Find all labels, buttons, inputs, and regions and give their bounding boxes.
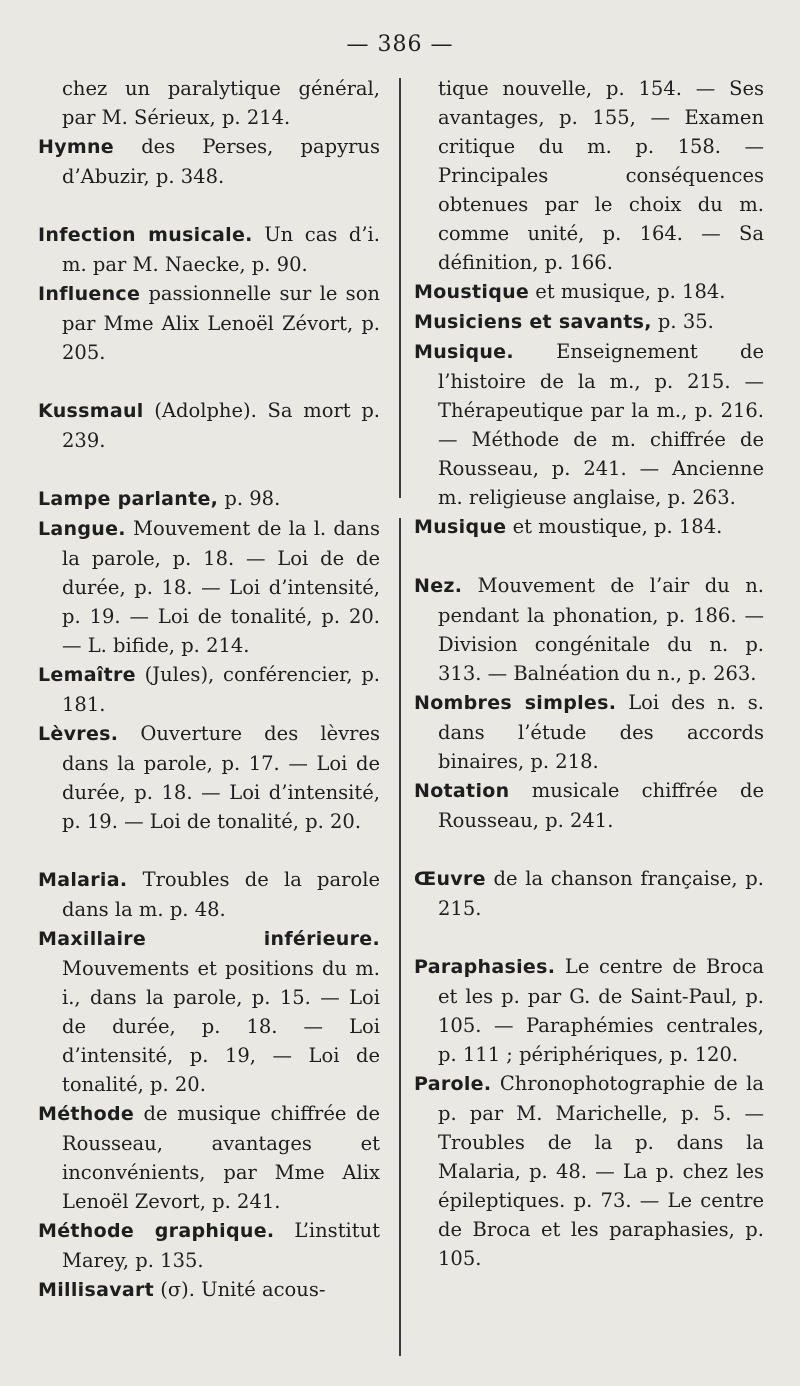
entry-heading: Lampe parlante, [38, 488, 219, 510]
index-entry [414, 952, 764, 1069]
column-rule [399, 78, 401, 1356]
column-rule-gap [399, 498, 401, 518]
entry-text: et musique, p. 184. [529, 280, 726, 303]
entry-heading: Musiciens et savants, [414, 311, 652, 333]
index-entry [414, 1069, 764, 1273]
index-entry [38, 74, 380, 132]
index-entry [414, 277, 764, 307]
entry-text: L’institut Marey, p. 135. [62, 1219, 380, 1272]
index-entry [38, 1275, 380, 1305]
entry-text: Troubles de la parole dans la m. p. 48. [62, 868, 380, 921]
index-entry [38, 1099, 380, 1216]
entry-heading: Nombres simples. [414, 692, 617, 714]
entry-text: des Perses, papyrus d’Abuzir, p. 348. [62, 135, 380, 188]
entry-text: (Adolphe). Sa mort p. 239. [62, 399, 380, 452]
entry-heading: Maxillaire inférieure. [38, 928, 380, 950]
entry-text: Mouvement de la l. dans la parole, p. 18. — Loi de de durée, p. 18. — Loi d’intensité, p. 19. — Loi de tonalité, p. 20. — L. bifide, p. 214. [62, 517, 380, 657]
entry-heading: Méthode [38, 1103, 135, 1125]
entry-heading: Infection musicale. [38, 224, 253, 246]
entry-text: Enseignement de l’histoire de la m., p. 215. — Thérapeutique par la m., p. 216. — Méthode de m. chiffrée de Rousseau, p. 241. — Ancienne m. religieuse anglaise, p. 263. [438, 340, 764, 509]
entry-text: Ouverture des lèvres dans la parole, p. 17. — Loi de durée, p. 18. — Loi d’intensité, p. 19. — Loi de tonalité, p. 20. [62, 722, 380, 833]
entry-heading: Hymne [38, 136, 114, 158]
entry-heading: Influence [38, 283, 141, 305]
page-number: — 386 — [346, 32, 454, 57]
entry-heading: Méthode graphique. [38, 1220, 275, 1242]
entry-text: p. 98. [218, 487, 281, 510]
entry-heading: Parole. [414, 1073, 492, 1095]
index-entry [38, 1216, 380, 1275]
entry-text: musicale chiffrée de Rousseau, p. 241. [438, 779, 764, 832]
entry-heading: Moustique [414, 281, 530, 303]
index-entry [38, 719, 380, 836]
index-entry [414, 307, 764, 337]
entry-heading: Kussmaul [38, 400, 144, 422]
entry-text: tique nouvelle, p. 154. — Ses avantages, p. 155, — Examen critique du m. p. 158. — Principales conséquences obtenues par le choix du m. comme unité, p. 164. — Sa définition, p. 166. [438, 77, 764, 274]
entry-text: (σ). Unité acous- [154, 1278, 326, 1301]
entry-heading: Œuvre [414, 868, 486, 890]
index-entry [38, 279, 380, 367]
entry-text: et moustique, p. 184. [506, 515, 723, 538]
entry-text: chez un paralytique général, par M. Sérieux, p. 214. [62, 77, 380, 129]
index-entry [414, 337, 764, 512]
entry-heading: Musique. [414, 341, 514, 363]
entry-heading: Notation [414, 780, 510, 802]
index-entry [38, 132, 380, 191]
entry-heading: Malaria. [38, 869, 128, 891]
entry-heading: Paraphasies. [414, 956, 556, 978]
index-entry [38, 924, 380, 1099]
entry-text: Chronophotographie de la p. par M. Marichelle, p. 5. — Troubles de la p. dans la Malaria, p. 48. — La p. chez les épileptiques. p. 73. — Le centre de Broca et les paraphasies, p. 105. [438, 1072, 764, 1270]
index-entry [414, 864, 764, 923]
entry-text: Mouvements et positions du m. i., dans la parole, p. 15. — Loi de durée, p. 18. — Loi d’intensité, p. 19, — Loi de tonalité, p. 20. [62, 957, 380, 1096]
entry-text: Le centre de Broca et les p. par G. de Saint-Paul, p. 105. — Paraphémies centrales, p. 111 ; périphériques, p. 120. [438, 955, 764, 1066]
index-entry [38, 220, 380, 279]
entry-text: (Jules), conférencier, p. 181. [62, 663, 380, 716]
index-entry [414, 776, 764, 835]
index-entry [38, 514, 380, 660]
index-entry [38, 865, 380, 924]
entry-heading: Langue. [38, 518, 126, 540]
entry-heading: Lèvres. [38, 723, 119, 745]
entry-heading: Millisavart [38, 1279, 155, 1301]
entry-text: Un cas d’i. m. par M. Naecke, p. 90. [62, 223, 380, 276]
index-entry [414, 571, 764, 688]
entry-text: Mouvement de l’air du n. pendant la phonation, p. 186. — Division congénitale du n. p. 313. — Balnéation du n., p. 263. [438, 574, 764, 685]
index-entry [414, 512, 764, 542]
entry-text: passionnelle sur le son par Mme Alix Lenoël Zévort, p. 205. [62, 282, 380, 364]
entry-text: p. 35. [651, 310, 714, 333]
entry-heading: Nez. [414, 575, 463, 597]
left-column [38, 74, 380, 1305]
index-entry [38, 660, 380, 719]
right-column [414, 74, 764, 1273]
entry-text: de la chanson française, p. 215. [438, 867, 764, 920]
entry-heading: Lemaître [38, 664, 136, 686]
entry-text: de musique chiffrée de Rousseau, avantages et inconvénients, par Mme Alix Lenoël Zevort, p. 241. [62, 1102, 380, 1213]
index-entry [38, 396, 380, 455]
entry-text: Loi des n. s. dans l’étude des accords binaires, p. 218. [438, 691, 764, 773]
entry-heading: Musique [414, 516, 507, 538]
index-entry [38, 484, 380, 514]
index-entry [414, 688, 764, 776]
index-entry [414, 74, 764, 277]
